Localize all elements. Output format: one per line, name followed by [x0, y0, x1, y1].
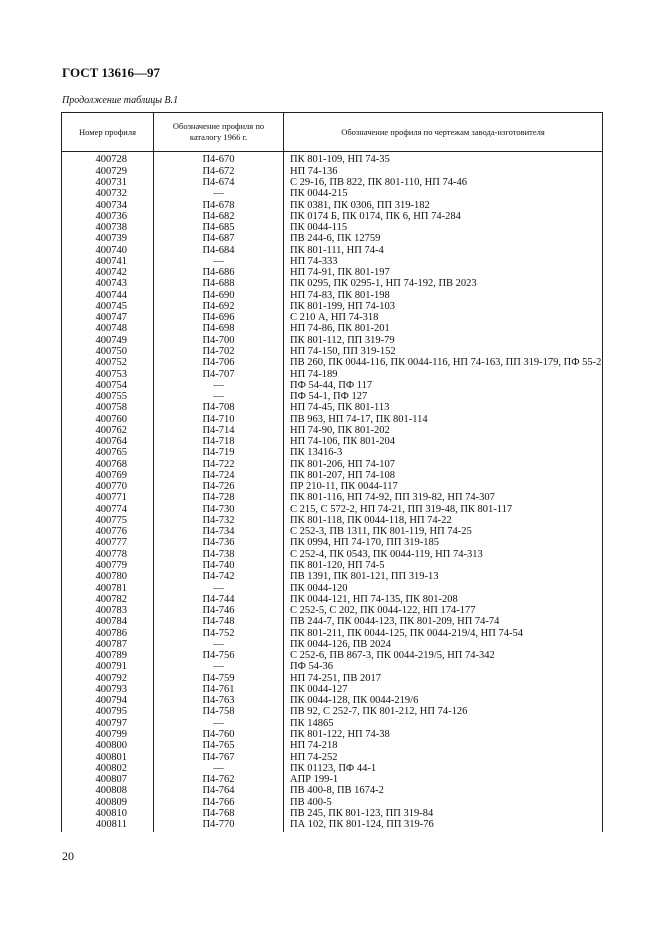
- profile-number-cell: 400808: [62, 786, 154, 797]
- factory-designation-cell: НП 74-86, ПК 801-201: [284, 324, 603, 335]
- catalog-designation-cell: П4-714: [154, 426, 284, 437]
- profile-number-cell: 400797: [62, 719, 154, 730]
- catalog-designation-cell: П4-688: [154, 279, 284, 290]
- table-body: [62, 152, 603, 833]
- profile-number-cell: 400740: [62, 246, 154, 257]
- profile-number-cell: 400781: [62, 584, 154, 595]
- profile-number-cell: 400744: [62, 291, 154, 302]
- catalog-designation-cell: П4-702: [154, 347, 284, 358]
- factory-designation-cell: ПК 801-109, НП 74-35: [284, 152, 603, 167]
- table-row: [62, 662, 603, 673]
- factory-designation-cell: НП 74-252: [284, 753, 603, 764]
- factory-designation-cell: ПК 801-199, НП 74-103: [284, 302, 603, 313]
- catalog-designation-cell: П4-740: [154, 561, 284, 572]
- catalog-designation-cell: П4-684: [154, 246, 284, 257]
- table-header-row: [62, 113, 603, 152]
- column-header-profile-number: Номер профиля: [62, 113, 154, 152]
- profile-number-cell: 400775: [62, 516, 154, 527]
- catalog-designation-cell: П4-707: [154, 370, 284, 381]
- catalog-designation-cell: —: [154, 719, 284, 730]
- column-header-factory-drawings: Обозначение профиля по чертежам завода-изготовителя: [284, 113, 603, 152]
- catalog-designation-cell: П4-687: [154, 234, 284, 245]
- catalog-designation-cell: —: [154, 764, 284, 775]
- factory-designation-cell: ПК 0174 Б, ПК 0174, ПК 6, НП 74-284: [284, 212, 603, 223]
- profile-number-cell: 400764: [62, 437, 154, 448]
- document-header: ГОСТ 13616—97: [62, 65, 161, 80]
- catalog-designation-cell: П4-759: [154, 674, 284, 685]
- factory-designation-cell: ПК 0044-128, ПК 0044-219/6: [284, 696, 603, 707]
- catalog-designation-cell: П4-698: [154, 324, 284, 335]
- factory-designation-cell: ПР 210-11, ПК 0044-117: [284, 482, 603, 493]
- table-row: [62, 820, 603, 832]
- profile-number-cell: 400780: [62, 572, 154, 583]
- profile-number-cell: 400769: [62, 471, 154, 482]
- table-row: [62, 189, 603, 200]
- factory-designation-cell: ПК 801-111, НП 74-4: [284, 246, 603, 257]
- catalog-designation-cell: П4-710: [154, 415, 284, 426]
- catalog-designation-cell: П4-767: [154, 753, 284, 764]
- profile-number-cell: 400802: [62, 764, 154, 775]
- profile-number-cell: 400738: [62, 223, 154, 234]
- catalog-designation-cell: П4-768: [154, 809, 284, 820]
- catalog-designation-cell: П4-770: [154, 820, 284, 832]
- column-header-catalog-1966: Обозначение профиля по каталогу 1966 г.: [154, 113, 284, 152]
- catalog-designation-cell: П4-708: [154, 403, 284, 414]
- profile-number-cell: 400754: [62, 381, 154, 392]
- catalog-designation-cell: П4-670: [154, 152, 284, 167]
- factory-designation-cell: ПВ 1391, ПК 801-121, ПП 319-13: [284, 572, 603, 583]
- table-row: [62, 448, 603, 459]
- catalog-designation-cell: П4-738: [154, 550, 284, 561]
- factory-designation-cell: НП 74-189: [284, 370, 603, 381]
- factory-designation-cell: С 29-16, ПВ 822, ПК 801-110, НП 74-46: [284, 178, 603, 189]
- catalog-designation-cell: П4-730: [154, 505, 284, 516]
- table-row: [62, 324, 603, 335]
- profile-number-cell: 400801: [62, 753, 154, 764]
- profile-number-cell: 400741: [62, 257, 154, 268]
- factory-designation-cell: НП 74-91, ПК 801-197: [284, 268, 603, 279]
- catalog-designation-cell: П4-746: [154, 606, 284, 617]
- profile-number-cell: 400762: [62, 426, 154, 437]
- profile-number-cell: 400743: [62, 279, 154, 290]
- catalog-designation-cell: П4-682: [154, 212, 284, 223]
- factory-designation-cell: ПВ 260, ПК 0044-116, ПК 0044-116, НП 74-163, ПП 319-179, ПФ 55-2: [284, 358, 603, 369]
- factory-designation-cell: ПВ 92, С 252-7, ПК 801-212, НП 74-126: [284, 707, 603, 718]
- factory-designation-cell: С 252-5, С 202, ПК 0044-122, НП 174-177: [284, 606, 603, 617]
- catalog-designation-cell: П4-742: [154, 572, 284, 583]
- profile-number-cell: 400748: [62, 324, 154, 335]
- factory-designation-cell: НП 74-90, ПК 801-202: [284, 426, 603, 437]
- catalog-designation-cell: П4-696: [154, 313, 284, 324]
- factory-designation-cell: С 252-4, ПК 0543, ПК 0044-119, НП 74-313: [284, 550, 603, 561]
- catalog-designation-cell: П4-692: [154, 302, 284, 313]
- table-row: [62, 786, 603, 797]
- catalog-designation-cell: П4-728: [154, 493, 284, 504]
- catalog-designation-cell: П4-685: [154, 223, 284, 234]
- factory-designation-cell: ПФ 54-36: [284, 662, 603, 673]
- table-row: [62, 617, 603, 628]
- table-row: [62, 493, 603, 504]
- catalog-designation-cell: П4-760: [154, 730, 284, 741]
- table-caption: Продолжение таблицы В.1: [62, 95, 179, 106]
- profile-number-cell: 400799: [62, 730, 154, 741]
- catalog-designation-cell: П4-674: [154, 178, 284, 189]
- profile-number-cell: 400755: [62, 392, 154, 403]
- factory-designation-cell: ПК 801-207, НП 74-108: [284, 471, 603, 482]
- profile-number-cell: 400793: [62, 685, 154, 696]
- factory-designation-cell: ПК 0994, НП 74-170, ПП 319-185: [284, 538, 603, 549]
- factory-designation-cell: НП 74-333: [284, 257, 603, 268]
- profile-number-cell: 400739: [62, 234, 154, 245]
- factory-designation-cell: АПР 199-1: [284, 775, 603, 786]
- profile-number-cell: 400787: [62, 640, 154, 651]
- page-number: 20: [62, 849, 74, 863]
- factory-designation-cell: ПВ 245, ПК 801-123, ПП 319-84: [284, 809, 603, 820]
- profile-number-cell: 400747: [62, 313, 154, 324]
- profile-number-cell: 400809: [62, 798, 154, 809]
- profile-number-cell: 400810: [62, 809, 154, 820]
- factory-designation-cell: ПК 801-206, НП 74-107: [284, 460, 603, 471]
- profile-number-cell: 400778: [62, 550, 154, 561]
- profile-number-cell: 400800: [62, 741, 154, 752]
- catalog-designation-cell: —: [154, 662, 284, 673]
- profile-number-cell: 400811: [62, 820, 154, 832]
- factory-designation-cell: НП 74-251, ПВ 2017: [284, 674, 603, 685]
- factory-designation-cell: ПК 801-120, НП 74-5: [284, 561, 603, 572]
- catalog-designation-cell: П4-762: [154, 775, 284, 786]
- table-row: [62, 279, 603, 290]
- catalog-designation-cell: П4-672: [154, 167, 284, 178]
- table-row: [62, 741, 603, 752]
- factory-designation-cell: НП 74-150, ПП 319-152: [284, 347, 603, 358]
- table-row: [62, 403, 603, 414]
- catalog-designation-cell: П4-719: [154, 448, 284, 459]
- catalog-designation-cell: П4-766: [154, 798, 284, 809]
- profile-number-cell: 400783: [62, 606, 154, 617]
- profile-number-cell: 400770: [62, 482, 154, 493]
- catalog-designation-cell: П4-700: [154, 336, 284, 347]
- factory-designation-cell: НП 74-45, ПК 801-113: [284, 403, 603, 414]
- profiles-table: [61, 112, 603, 832]
- catalog-designation-cell: П4-732: [154, 516, 284, 527]
- profile-number-cell: 400742: [62, 268, 154, 279]
- profile-number-cell: 400768: [62, 460, 154, 471]
- factory-designation-cell: ПК 0381, ПК 0306, ПП 319-182: [284, 201, 603, 212]
- catalog-designation-cell: П4-763: [154, 696, 284, 707]
- factory-designation-cell: ПФ 54-1, ПФ 127: [284, 392, 603, 403]
- catalog-designation-cell: П4-726: [154, 482, 284, 493]
- profile-number-cell: 400765: [62, 448, 154, 459]
- catalog-designation-cell: П4-734: [154, 527, 284, 538]
- profile-number-cell: 400779: [62, 561, 154, 572]
- profile-number-cell: 400752: [62, 358, 154, 369]
- profile-number-cell: 400745: [62, 302, 154, 313]
- profile-number-cell: 400749: [62, 336, 154, 347]
- catalog-designation-cell: П4-761: [154, 685, 284, 696]
- factory-designation-cell: С 252-3, ПВ 1311, ПК 801-119, НП 74-25: [284, 527, 603, 538]
- table-row: [62, 572, 603, 583]
- catalog-designation-cell: П4-748: [154, 617, 284, 628]
- factory-designation-cell: ПВ 400-5: [284, 798, 603, 809]
- catalog-designation-cell: П4-765: [154, 741, 284, 752]
- profile-number-cell: 400776: [62, 527, 154, 538]
- factory-designation-cell: ПК 13416-3: [284, 448, 603, 459]
- factory-designation-cell: ПВ 963, НП 74-17, ПК 801-114: [284, 415, 603, 426]
- catalog-designation-cell: —: [154, 584, 284, 595]
- catalog-designation-cell: П4-706: [154, 358, 284, 369]
- factory-designation-cell: НП 74-218: [284, 741, 603, 752]
- profile-number-cell: 400758: [62, 403, 154, 414]
- profile-number-cell: 400782: [62, 595, 154, 606]
- profile-number-cell: 400771: [62, 493, 154, 504]
- profile-number-cell: 400732: [62, 189, 154, 200]
- profile-number-cell: 400728: [62, 152, 154, 167]
- factory-designation-cell: ПФ 54-44, ПФ 117: [284, 381, 603, 392]
- catalog-designation-cell: П4-756: [154, 651, 284, 662]
- factory-designation-cell: НП 74-106, ПК 801-204: [284, 437, 603, 448]
- factory-designation-cell: ПК 801-112, ПП 319-79: [284, 336, 603, 347]
- profile-number-cell: 400786: [62, 629, 154, 640]
- factory-designation-cell: ПК 801-118, ПК 0044-118, НП 74-22: [284, 516, 603, 527]
- factory-designation-cell: ПВ 400-8, ПВ 1674-2: [284, 786, 603, 797]
- factory-designation-cell: ПК 0044-121, НП 74-135, ПК 801-208: [284, 595, 603, 606]
- catalog-designation-cell: П4-758: [154, 707, 284, 718]
- profile-number-cell: 400750: [62, 347, 154, 358]
- catalog-designation-cell: П4-722: [154, 460, 284, 471]
- table-row: [62, 152, 603, 167]
- factory-designation-cell: ПК 801-116, НП 74-92, ПП 319-82, НП 74-307: [284, 493, 603, 504]
- factory-designation-cell: ПА 102, ПК 801-124, ПП 319-76: [284, 820, 603, 832]
- profile-number-cell: 400760: [62, 415, 154, 426]
- catalog-designation-cell: П4-686: [154, 268, 284, 279]
- factory-designation-cell: НП 74-136: [284, 167, 603, 178]
- factory-designation-cell: ПК 0044-127: [284, 685, 603, 696]
- factory-designation-cell: ПВ 244-6, ПК 12759: [284, 234, 603, 245]
- catalog-designation-cell: П4-764: [154, 786, 284, 797]
- catalog-designation-cell: —: [154, 189, 284, 200]
- catalog-designation-cell: —: [154, 640, 284, 651]
- profile-number-cell: 400731: [62, 178, 154, 189]
- table-row: [62, 234, 603, 245]
- profile-number-cell: 400774: [62, 505, 154, 516]
- table-row: [62, 358, 603, 369]
- factory-designation-cell: ПК 801-211, ПК 0044-125, ПК 0044-219/4, НП 74-54: [284, 629, 603, 640]
- catalog-designation-cell: П4-724: [154, 471, 284, 482]
- profile-number-cell: 400753: [62, 370, 154, 381]
- factory-designation-cell: ПК 0044-215: [284, 189, 603, 200]
- factory-designation-cell: ПК 0044-115: [284, 223, 603, 234]
- profile-number-cell: 400729: [62, 167, 154, 178]
- factory-designation-cell: С 210 А, НП 74-318: [284, 313, 603, 324]
- catalog-designation-cell: —: [154, 257, 284, 268]
- profile-number-cell: 400807: [62, 775, 154, 786]
- profile-number-cell: 400777: [62, 538, 154, 549]
- factory-designation-cell: ПВ 244-7, ПК 0044-123, ПК 801-209, НП 74-74: [284, 617, 603, 628]
- catalog-designation-cell: П4-752: [154, 629, 284, 640]
- catalog-designation-cell: —: [154, 392, 284, 403]
- catalog-designation-cell: П4-736: [154, 538, 284, 549]
- factory-designation-cell: ПК 0044-126, ПВ 2024: [284, 640, 603, 651]
- profile-number-cell: 400734: [62, 201, 154, 212]
- profile-number-cell: 400791: [62, 662, 154, 673]
- profile-number-cell: 400794: [62, 696, 154, 707]
- profile-number-cell: 400736: [62, 212, 154, 223]
- catalog-designation-cell: П4-678: [154, 201, 284, 212]
- factory-designation-cell: ПК 01123, ПФ 44-1: [284, 764, 603, 775]
- catalog-designation-cell: П4-690: [154, 291, 284, 302]
- profile-number-cell: 400795: [62, 707, 154, 718]
- factory-designation-cell: С 215, С 572-2, НП 74-21, ПП 319-48, ПК 801-117: [284, 505, 603, 516]
- catalog-designation-cell: П4-718: [154, 437, 284, 448]
- factory-designation-cell: НП 74-83, ПК 801-198: [284, 291, 603, 302]
- factory-designation-cell: ПК 0044-120: [284, 584, 603, 595]
- factory-designation-cell: ПК 14865: [284, 719, 603, 730]
- factory-designation-cell: ПК 0295, ПК 0295-1, НП 74-192, ПВ 2023: [284, 279, 603, 290]
- profile-number-cell: 400789: [62, 651, 154, 662]
- factory-designation-cell: С 252-6, ПВ 867-3, ПК 0044-219/5, НП 74-342: [284, 651, 603, 662]
- catalog-designation-cell: —: [154, 381, 284, 392]
- profile-number-cell: 400784: [62, 617, 154, 628]
- factory-designation-cell: ПК 801-122, НП 74-38: [284, 730, 603, 741]
- profile-number-cell: 400792: [62, 674, 154, 685]
- catalog-designation-cell: П4-744: [154, 595, 284, 606]
